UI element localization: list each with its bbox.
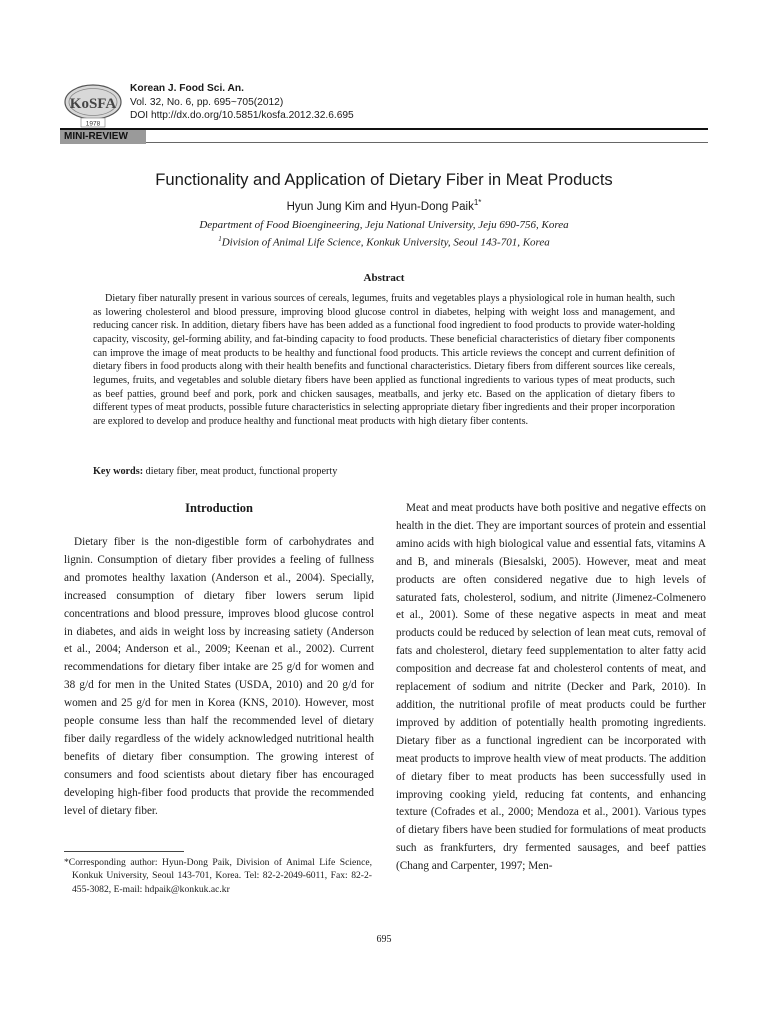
keywords-list: dietary fiber, meat product, functional property xyxy=(145,466,338,477)
keywords-line xyxy=(93,466,675,477)
abstract-heading: Abstract xyxy=(363,272,405,284)
paper-title: Functionality and Application of Dietary Fiber in Meat Products xyxy=(155,170,613,189)
affiliation-1: Department of Food Bioengineering, Jeju National University, Jeju 690-756, Korea xyxy=(199,219,569,231)
right-column xyxy=(396,500,706,876)
journal-volume: Vol. 32, No. 6, pp. 695~705(2012) xyxy=(130,96,284,108)
footnote-rule xyxy=(64,851,184,852)
journal-info xyxy=(130,82,354,123)
header-rule xyxy=(60,128,708,130)
logo-text: KoSFA xyxy=(69,96,117,112)
affiliation-2 xyxy=(60,232,708,250)
keywords-label: Key words: xyxy=(93,466,144,477)
section-rule xyxy=(146,142,708,143)
page-number: 695 xyxy=(376,934,392,945)
affiliation-2-mark: 1 xyxy=(218,235,222,243)
logo-year: 1978 xyxy=(85,120,101,128)
introduction-heading: Introduction xyxy=(185,501,253,515)
journal-name: Korean J. Food Sci. An. xyxy=(130,83,244,94)
section-label: MINI-REVIEW xyxy=(60,130,146,144)
author-names: Hyun Jung Kim and Hyun-Dong Paik xyxy=(286,200,474,213)
corresponding-author-footnote: *Corresponding author: Hyun-Dong Paik, Division of Animal Life Science, Konkuk University, Seoul 143-701, Korea. Tel: 82-2-2049-6011, Fax: 82-2-455-3082, E-mail: hdpaik@konkuk.ac.kr xyxy=(64,857,372,895)
author-mark: 1* xyxy=(473,198,482,207)
journal-logo xyxy=(62,82,124,128)
paper-authors xyxy=(60,198,708,213)
left-column xyxy=(64,500,374,821)
journal-doi[interactable]: DOI http://dx.do.org/10.5851/kosfa.2012.32.6.695 xyxy=(130,110,354,121)
abstract-text: Dietary fiber naturally present in various sources of cereals, legumes, fruits and vegetables plays a physiological role in human health, such as lowering cholesterol and blood pressure, improving blood glucose control in diabetes, helping with weight loss and management, and reducing cancer risk. In addition, dietary fibers have has been added as a functional food ingredient to food products to provide water-holding capacity, viscosity, gel-forming ability, and fat-binding capacity to food products. These beneficial characteristics of dietary fiber components can improve the image of meat products to be healthy and functional food products. This article reviews the concept and current definition of dietary fibers in food products along with their health benefits and functional characteristics. Dietary fibers from different sources like cereals, legumes, fruits, and vegetables and soluble dietary fibers have been applied as functional ingredients to various types of meat products, such as beef patties, ground beef and pork, pork and chicken sausages, meatballs, and jerky etc. Based on the application of dietary fibers to different types of meat products, possible future characteristics in selecting appropriate dietary fiber ingredients and their proper incorporation are explored to develop and produce healthy and functional meat products with high dietary fiber contents. xyxy=(93,293,675,427)
introduction-paragraph-1: Dietary fiber is the non-digestible form of carbohydrates and lignin. Consumption of dietary fiber provides a feeling of fullness and promotes healthy laxation (Anderson et al., 2004). Specially, increased consumption of dietary fiber lowers serum lipid concentrations and blood pressure, improves blood glucose control in diabetes, and aids in weight loss by increasing satiety (Anderson et al., 2004; Anderson et al., 2009; Keenan et al., 2002). Current recommendations for dietary fiber intake are 25 g/d for women and 38 g/d for men in the United States (USDA, 2010) and 20 g/d for women and 25 g/d for men in Korea (KNS, 2010). However, most people consume less than half the recommended level of dietary fiber daily regardless of the widely acknowledged nutritional health benefits of dietary fiber consumption. The growing interest of consumers and food scientists about dietary fiber has encouraged developing high-fiber food products that provide the recommended level of dietary fiber. xyxy=(64,536,374,817)
introduction-paragraph-2: Meat and meat products have both positive and negative effects on health in the diet. They are important sources of protein and essential amino acids with high biological value and essential fats, vitamins A and B, and minerals (Biesalski, 2005). However, meat and meat products are often considered negative due to high levels of saturated fats, cholesterol, sodium, and nitrite (Jimenez-Colmenero et al., 2001). Some of these negative aspects in meat and meat products could be reduced by selection of lean meat cuts, removal of fats and cholesterol, dietary feed supplementation to alter fatty acid composition and decrease fat and cholesterol contents of meat, and replacement of sodium and nitrite (Decker and Park, 2010). In addition, the nutritional profile of meat products could be further improved by addition of potentially health promoting ingredients. Dietary fiber as a functional ingredient can be incorporated with meat products to improve health view of meat products. The addition of dietary fiber to meat products has been successfully used in improving cooking yield, reducing fat contents, and enhancing texture (Cofrades et al., 2000; Mendoza et al., 2001). Various types of dietary fibers have been studied for formulations of meat products such as frankfurters, dry fermented sausages, and beef patties (Chang and Carpenter, 1997; Men- xyxy=(396,502,706,873)
affiliation-2-text: Division of Animal Life Science, Konkuk University, Seoul 143-701, Korea xyxy=(221,236,550,249)
